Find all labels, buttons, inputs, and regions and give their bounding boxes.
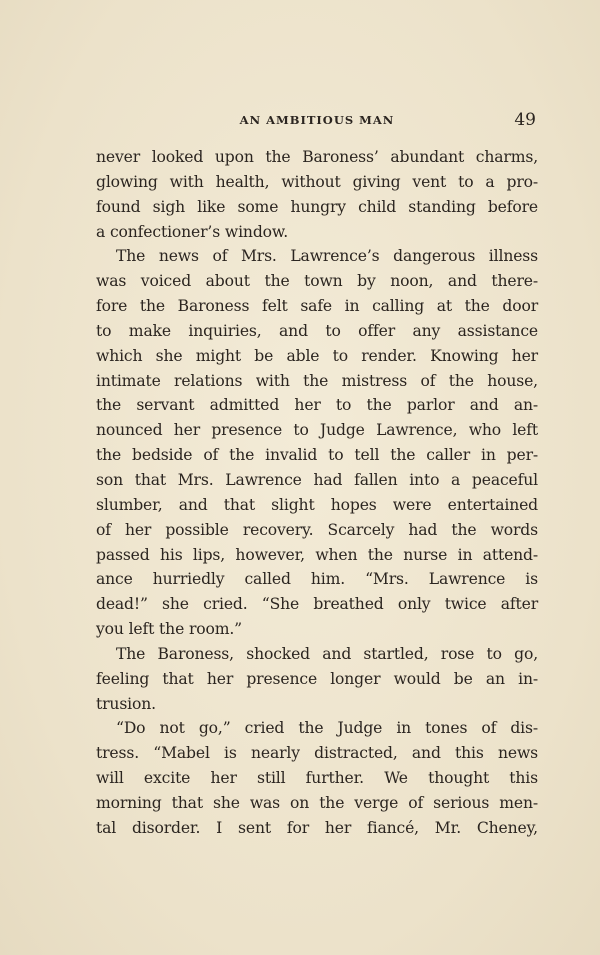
text-line: the servant admitted her to the parlor and an- bbox=[96, 396, 538, 415]
text-line: feeling that her presence longer would be an in- bbox=[96, 669, 538, 688]
text-line: glowing with health, without giving vent to a pro- bbox=[96, 172, 538, 191]
text-line: trusion. bbox=[96, 694, 156, 713]
text-line: was voiced about the town by noon, and there- bbox=[96, 272, 538, 291]
text-line: tal disorder. I sent for her fiancé, Mr. Cheney, bbox=[96, 818, 538, 837]
text-line: of her possible recovery. Scarcely had the words bbox=[96, 520, 538, 539]
text-line: which she might be able to render. Knowing her bbox=[96, 346, 538, 365]
text-line: to make inquiries, and to offer any assistance bbox=[96, 321, 538, 340]
text-line: tress. “Mabel is nearly distracted, and this news bbox=[96, 744, 538, 763]
text-line: ance hurriedly called him. “Mrs. Lawrence is bbox=[96, 570, 538, 589]
text-line: found sigh like some hungry child standing before bbox=[96, 197, 538, 216]
text-line: you left the room.” bbox=[96, 620, 242, 639]
page-number: 49 bbox=[514, 110, 536, 130]
text-line: dead!” she cried. “She breathed only twice after bbox=[96, 595, 538, 614]
text-line: fore the Baroness felt safe in calling at the door bbox=[96, 297, 538, 316]
text-line: the bedside of the invalid to tell the caller in per- bbox=[96, 446, 538, 465]
text-line: morning that she was on the verge of serious men- bbox=[96, 793, 538, 812]
text-line: never looked upon the Baroness’ abundant charms, bbox=[96, 148, 538, 166]
text-line: The news of Mrs. Lawrence’s dangerous illness bbox=[116, 247, 538, 266]
text-line: son that Mrs. Lawrence had fallen into a peaceful bbox=[96, 470, 538, 489]
body-text bbox=[96, 145, 538, 841]
text-line: will excite her still further. We thought this bbox=[96, 769, 538, 788]
text-line: nounced her presence to Judge Lawrence, who left bbox=[96, 421, 538, 440]
text-line: slumber, and that slight hopes were entertained bbox=[96, 495, 538, 514]
running-head bbox=[96, 110, 538, 132]
text-line: intimate relations with the mistress of the house, bbox=[96, 371, 538, 390]
text-line: passed his lips, however, when the nurse in attend- bbox=[96, 545, 538, 564]
text-line: “Do not go,” cried the Judge in tones of dis- bbox=[116, 719, 538, 738]
text-line: The Baroness, shocked and startled, rose to go, bbox=[116, 644, 538, 663]
running-title: AN AMBITIOUS MAN bbox=[239, 113, 395, 127]
text-line: a confectioner’s window. bbox=[96, 222, 289, 241]
